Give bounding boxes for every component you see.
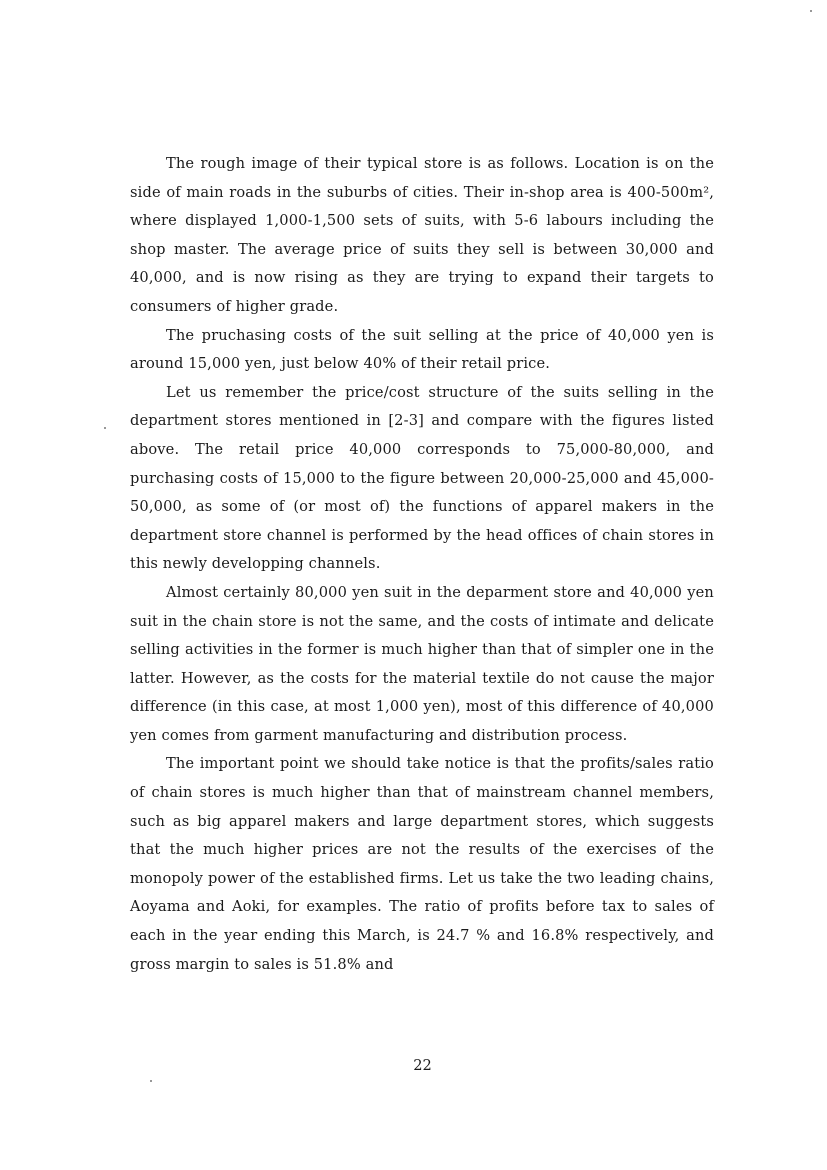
paragraph-price-cost-structure: Let us remember the price/cost structure of the suits selling in the department stores mentioned in [2-3] and compare with the figures listed above. The retail price 40,000 corresponds to 75,000-80,000, and purchasing costs of 15,000 to the figure between 20,000-25,000 and 45,000-50,000, as some of (or most of) the functions of apparel makers in the department store channel is performed by the head offices of chain stores in this newly developping channels. — [130, 383, 714, 573]
body-text — [130, 150, 714, 979]
paragraph-purchasing-costs: The pruchasing costs of the suit selling at the price of 40,000 yen is around 15,000 yen, just below 40% of their retail price. — [130, 326, 714, 373]
scan-speck-bottom-left — [150, 1080, 152, 1082]
scan-speck-left — [104, 427, 106, 429]
scan-speck-top-right — [810, 10, 812, 12]
paragraph-store-image: The rough image of their typical store is as follows. Location is on the side of main roads in the suburbs of cities. Their in-shop area is 400-500m², where displayed 1,000-1,500 sets of suits, with 5-6 labours including the shop master. The average price of suits they sell is between 30,000 and 40,000, and is now rising as they are trying to expand their targets to consumers of higher grade. — [130, 155, 714, 315]
paragraph-profits-ratio: The important point we should take notice is that the profits/sales ratio of chain stores is much higher than that of mainstream channel members, such as big apparel makers and large department stores, which suggests that the much higher prices are not the results of the exercises of the monopoly power of the established firms. Let us take the two leading chains, Aoyama and Aoki, for examples. The ratio of profits before tax to sales of each in the year ending this March, is 24.7 % and 16.8% respectively, and gross margin to sales is 51.8% and — [130, 755, 714, 973]
paragraph-suit-comparison: Almost certainly 80,000 yen suit in the deparment store and 40,000 yen suit in the chain store is not the same, and the costs of intimate and delicate selling activities in the former is much higher than that of simpler one in the latter. However, as the costs for the material textile do not cause the major difference (in this case, at most 1,000 yen), most of this difference of 40,000 yen comes from garment manufacturing and distribution process. — [130, 583, 714, 744]
page-number: 22 — [413, 1057, 432, 1074]
